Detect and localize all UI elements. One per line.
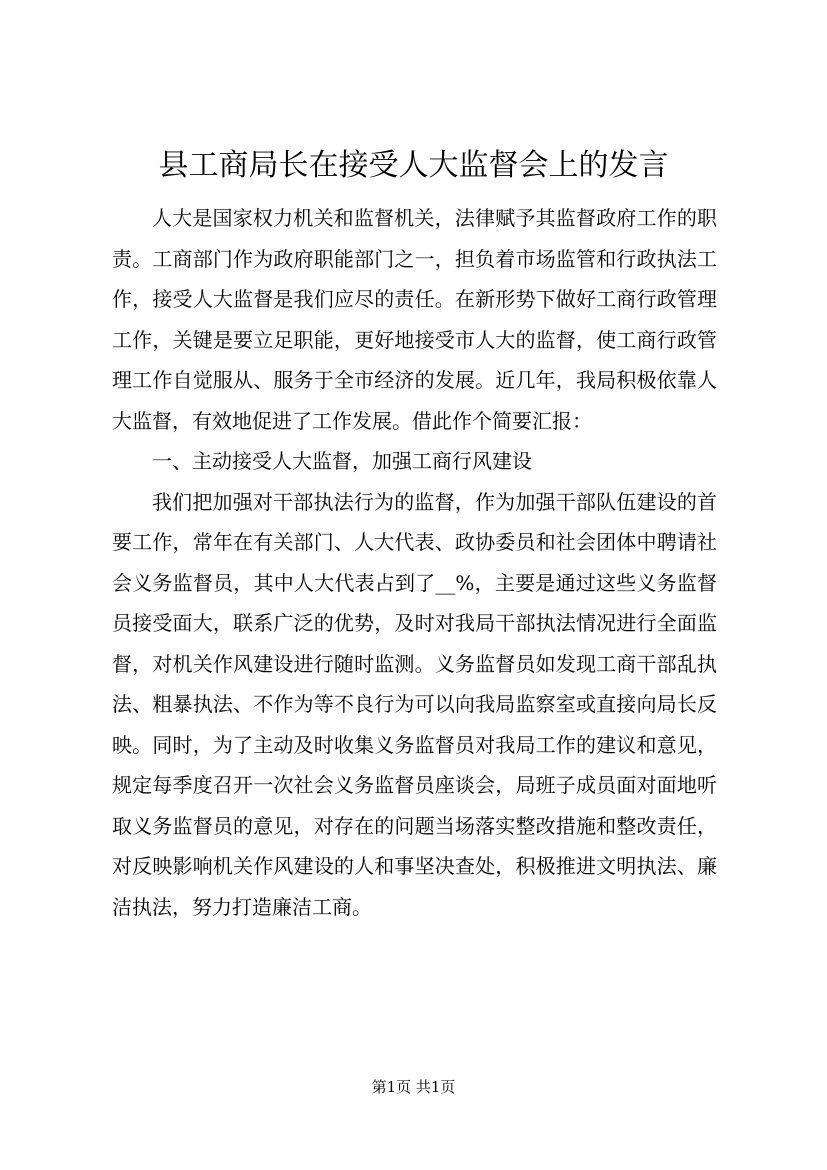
document-title: 县工商局长在接受人大监督会上的发言 bbox=[158, 148, 669, 183]
section-heading-1: 一、主动接受人大监督，加强工商行风建设 bbox=[152, 449, 532, 473]
page-footer: 第1页 共1页 bbox=[371, 1078, 456, 1096]
paragraph-intro: 人大是国家权力机关和监督机关，法律赋予其监督政府工作的职责。工商部门作为政府职能部门之一，担负着市场监管和行政执法工作，接受人大监督是我们应尽的责任。在新形势下做好工商行政管理工作，关键是要立足职能，更好地接受市人大的监督，使工商行政管理工作自觉服从、服务于全市经济的发展。近几年，我局积极依靠人大监督，有效地促进了工作发展。借此作个简要汇报： bbox=[112, 206, 717, 433]
paragraph-section-1: 我们把加强对干部执法行为的监督，作为加强干部队伍建设的首要工作，常年在有关部门、人大代表、政协委员和社会团体中聘请社会义务监督员，其中人大代表占到了__%，主要是通过这些义务监督员接受面大，联系广泛的优势，及时对我局干部执法情况进行全面监督，对机关作风建设进行随时监测。义务监督员如发现工商干部乱执法、粗暴执法、不作为等不良行为可以向我局监察室或直接向局长反映。同时，为了主动及时收集义务监督员对我局工作的建议和意见，规定每季度召开一次社会义务监督员座谈会，局班子成员面对面地听取义务监督员的意见，对存在的问题当场落实整改措施和整改责任，对反映影响机关作风建设的人和事坚决查处，积极推进文明执法、廉洁执法，努力打造廉洁工商。 bbox=[112, 489, 717, 919]
document-body bbox=[112, 198, 717, 927]
